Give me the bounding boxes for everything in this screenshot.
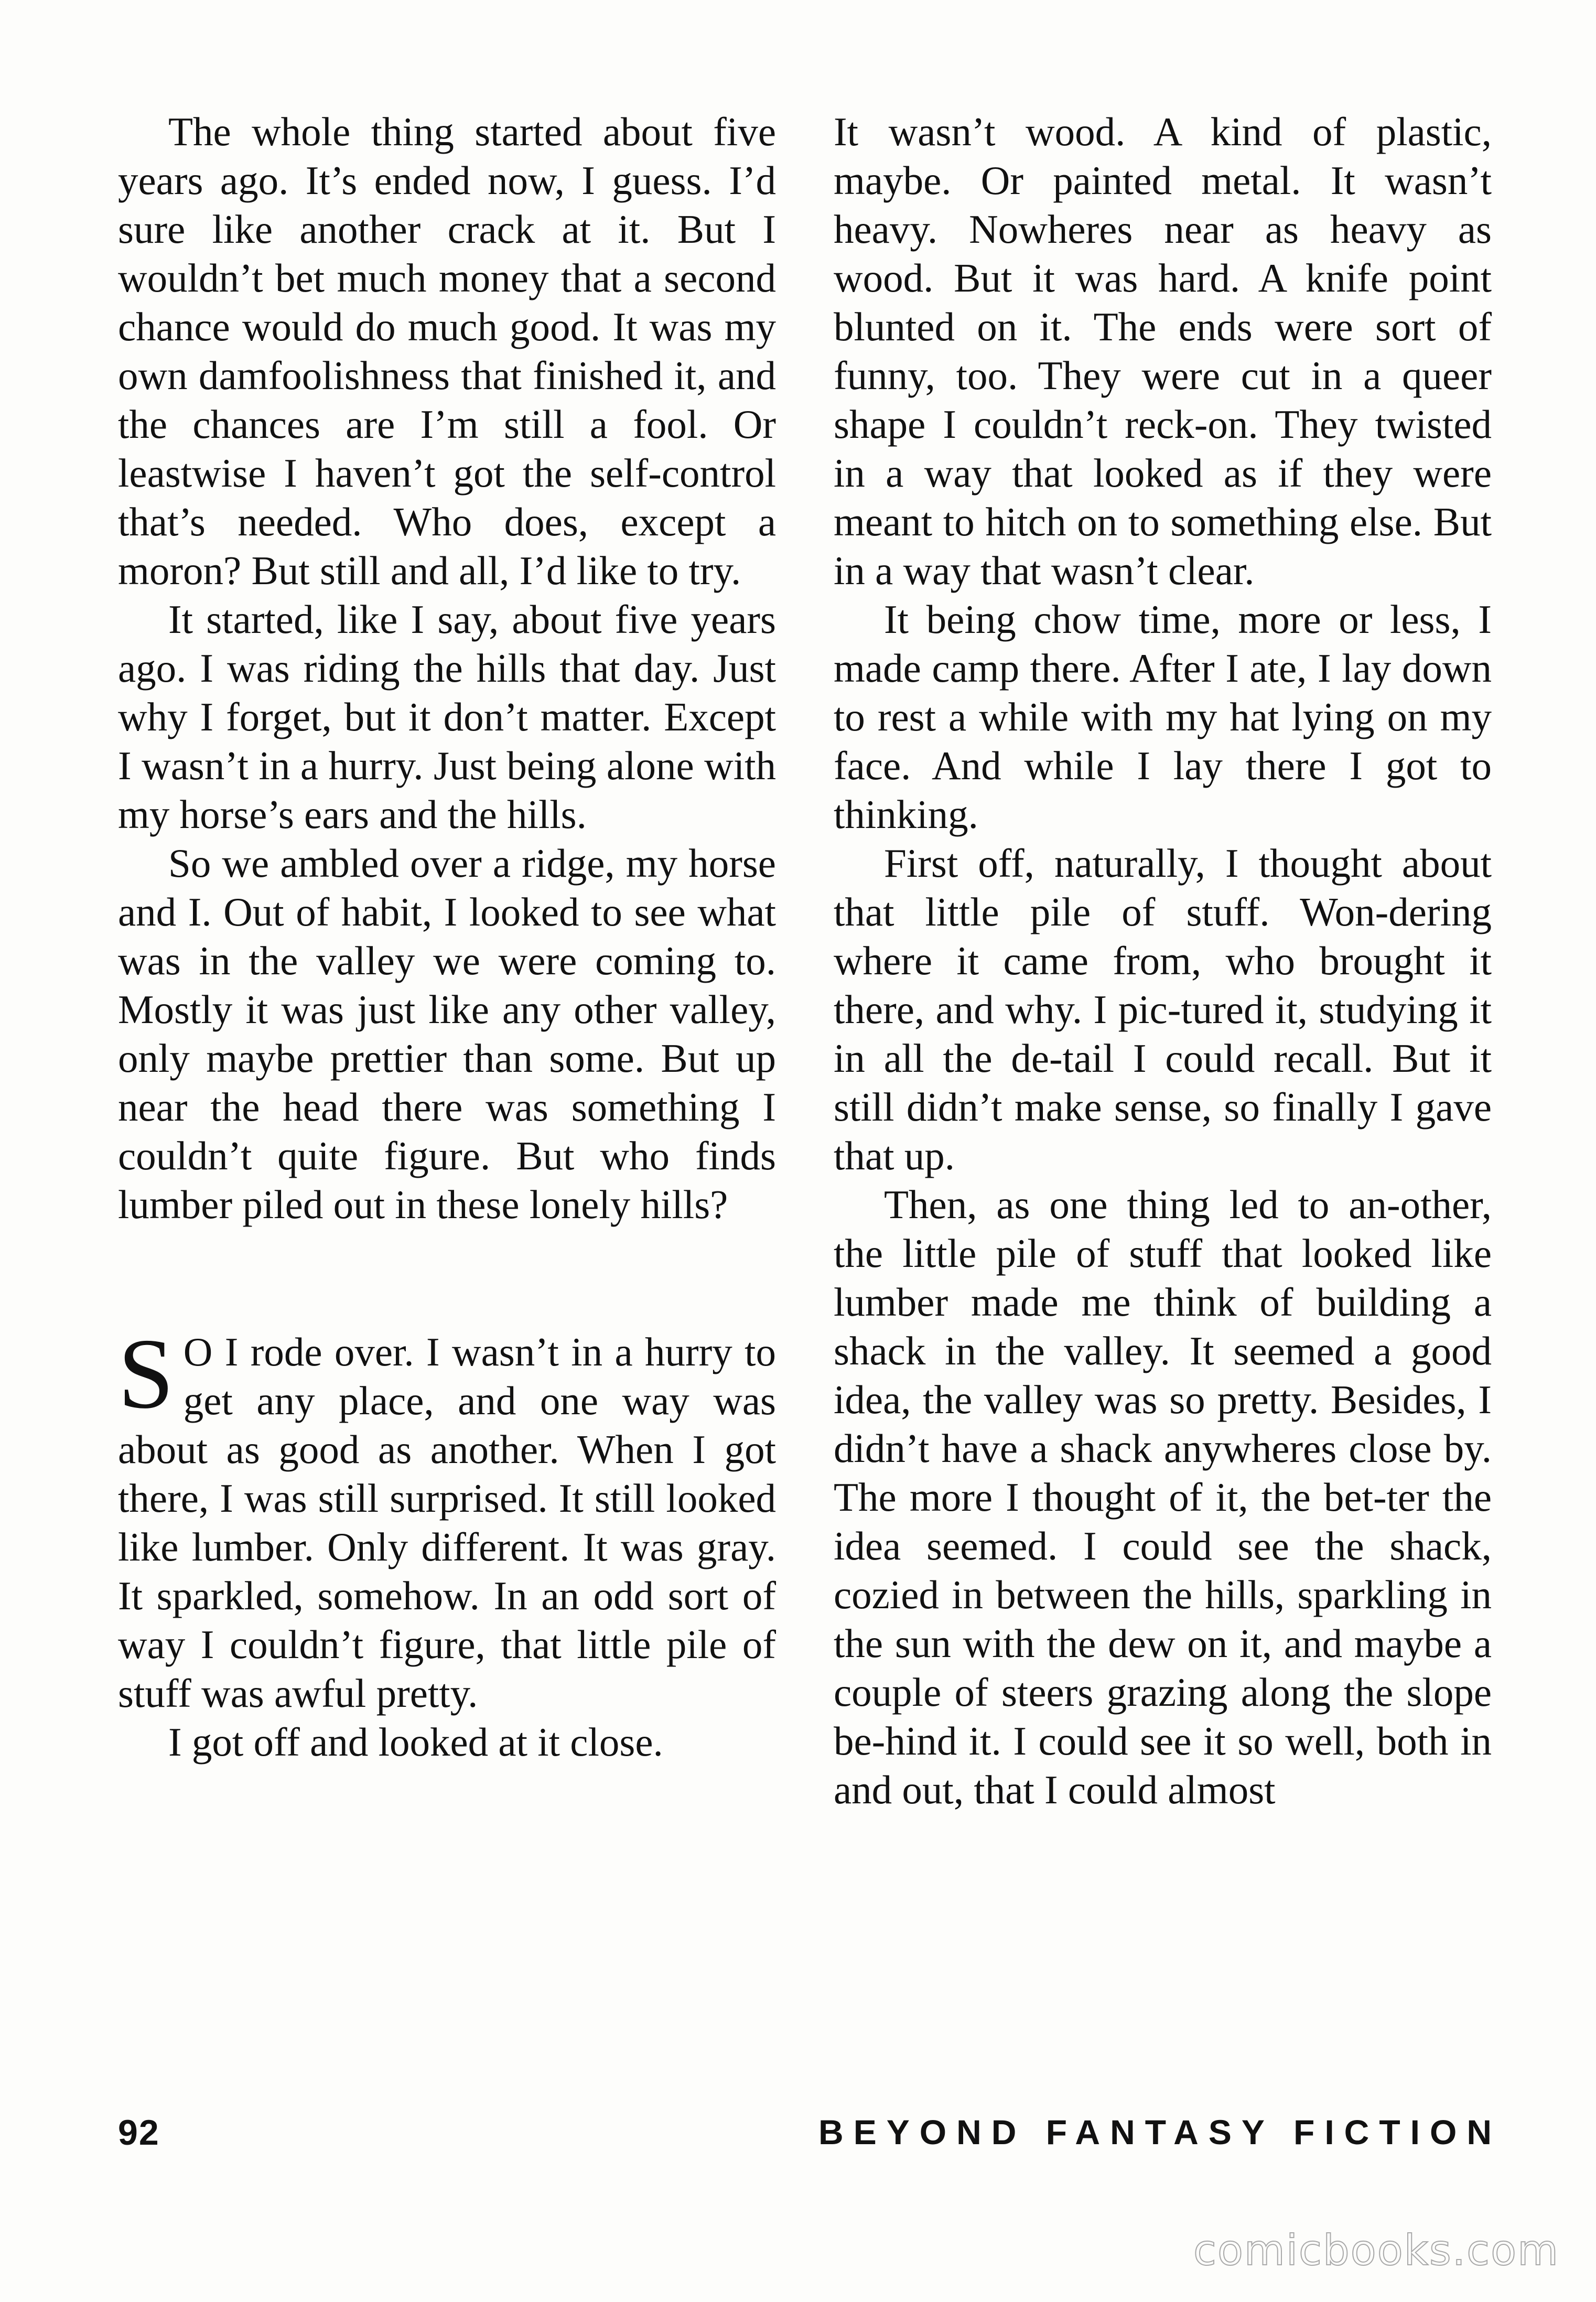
section-opening-paragraph — [118, 1318, 776, 1718]
paragraph: It being chow time, more or less, I made camp there. After I ate, I lay down to rest a while with my hat lying on my face. And while I lay there I got to thinking. — [834, 597, 1492, 837]
right-column — [834, 107, 1492, 1814]
paragraph: I got off and looked at it close. — [168, 1719, 663, 1765]
paragraph: First off, naturally, I thought about that little pile of stuff. Won-dering where it came from, who brought it there, and why. I pic-tured it, studying it in all the de-tail I could recall. But it still didn’t make sense, so finally I gave that up. — [834, 841, 1492, 1178]
paragraph-text: O I rode over. I wasn’t in a hurry to get any place, and one way was about as good as another. When I got there, I was still surprised. It still looked like lumber. Only different. It was gray. It sparkled, somehow. In an odd sort of way I couldn’t figure, that little pile of stuff was awful pretty. — [118, 1329, 776, 1716]
paragraph: So we ambled over a ridge, my horse and I. Out of habit, I looked to see what was in the valley we were coming to. Mostly it was just like any other valley, only maybe prettier than some. But up near the head there was something I couldn’t quite figure. But who finds lumber piled out in these lonely hills? — [118, 841, 776, 1227]
paragraph: Then, as one thing led to an-other, the little pile of stuff that looked like lumber made me think of building a shack in the valley. It seemed a good idea, the valley was so pretty. Besides, I didn’t have a shack anywheres close by. The more I thought of it, the bet-ter the idea seemed. I could see the shack, cozied in between the hills, sparkling in the sun with the dew on it, and maybe a couple of steers grazing along the slope be-hind it. I could see it so well, both in and out, that I could almost — [834, 1182, 1492, 1812]
page-number: 92 — [118, 2113, 160, 2153]
left-column — [118, 107, 776, 1767]
running-title: BEYOND FANTASY FICTION — [818, 2113, 1502, 2152]
drop-cap: S — [118, 1318, 174, 1429]
paragraph: It wasn’t wood. A kind of plastic, maybe. Or painted metal. It wasn’t heavy. Nowheres near as heavy as wood. But it was hard. A knife point blunted on it. The ends were sort of funny, too. They were cut in a queer shape I couldn’t reck-on. They twisted in a way that looked as if they were meant to hitch on to something else. But in a way that wasn’t clear. — [834, 109, 1492, 593]
watermark: comicbooks.com — [1193, 2226, 1559, 2275]
paragraph: It started, like I say, about five years ago. I was riding the hills that day. Just why I forget, but it don’t matter. Except I wasn’t in a hurry. Just being alone with my horse’s ears and the hills. — [118, 597, 776, 837]
paragraph: The whole thing started about five years ago. It’s ended now, I guess. I’d sure like another crack at it. But I wouldn’t bet much money that a second chance would do much good. It was my own damfoolishness that finished it, and the chances are I’m still a fool. Or leastwise I haven’t got the self-control that’s needed. Who does, except a moron? But still and all, I’d like to try. — [118, 109, 776, 593]
